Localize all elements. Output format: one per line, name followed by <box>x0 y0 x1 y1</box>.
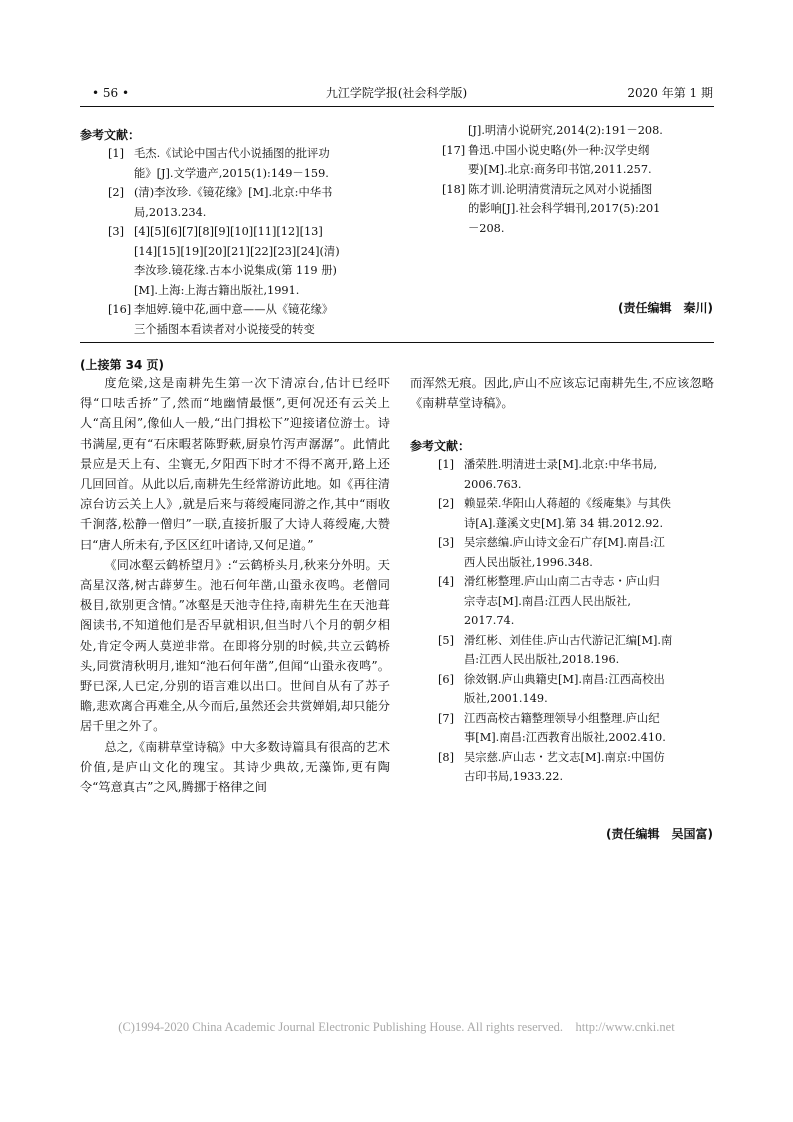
reference-text-continued: 版社,2001.149. <box>464 692 548 705</box>
reference-number: [3] <box>438 536 455 549</box>
reference-text: 鲁迅.中国小说史略(外一种:汉学史纲 <box>468 143 650 157</box>
reference-item <box>108 300 398 339</box>
paragraph: 度危梁,这是南耕先生第一次下清凉台,估计已经吓得“口呿舌挢”了,然而“地幽情最惬”,更何况还有云关上人“高且闲”,像仙人一般,“出门揖松下”迎接诸位游士。诗书满屋,更有“石床暇茗陈野蔌,厨泉竹泻声潺潺”。此情此景应是天上有、尘寰无,夕阳西下时才不得不离开,路上还几回回首。从此以后,南耕先生经常游访此地。如《再往清凉台访云关上人》,就是后来与蒋绶庵同游之作,其中“雨收千涧落,松静一僧归”一联,直接折服了大诗人蒋绶庵,大赞曰“唐人所未有,予区区红叶诸诗,又何足道。” <box>80 376 390 552</box>
reference-text-continued: 昌:江西人民出版社,2018.196. <box>464 653 620 666</box>
reference-text: 潘荣胜.明清进士录[M].北京:中华书局, <box>464 458 658 471</box>
refs-heading-bottom: 参考文献： <box>410 439 471 453</box>
reference-text: 滑红彬整理.庐山山南二古寺志・庐山归 <box>464 575 660 588</box>
reference-number: [2] <box>438 497 455 510</box>
reference-item <box>108 183 398 222</box>
top-right-ref-list <box>442 141 722 239</box>
paragraph: 《同冰壑云鹤桥望月》:“云鹤桥头月,秋来分外明。天高星汉落,树古薜萝生。池石何年凿,山蛩永夜鸣。老僧同极目,欲别更含情。”冰壑是天池寺住持,南耕先生在天池葺阁读书,不知道他们是否早就相识,但当时八个月的朝夕相处,肯定令两人莫逆非常。在即将分别的时候,共立云鹤桥头,同赏清秋明月,谁知“池石何年凿”,但闻“山蛩永夜鸣”。野已深,人已定,分别的语言难以出口。世间自从有了苏子瞻,悲欢离合再难全,从今而后,虽然还会共赏婵娟,却只能分居千里之外了。 <box>80 557 390 734</box>
top-right-refs <box>442 121 722 238</box>
header-rule <box>80 106 714 107</box>
editor-credit-bottom: (责任编辑 吴国富) <box>606 827 713 841</box>
reference-number: [16] <box>108 303 132 316</box>
reference-text: 吴宗慈编.庐山诗文金石广存[M].南昌:江 <box>464 536 665 549</box>
reference-number: [1] <box>108 147 125 160</box>
ref-continuation: [J].明清小说研究,2014(2):191－208. <box>468 124 663 137</box>
reference-text: 滑红彬、刘佳佳.庐山古代游记汇编[M].南 <box>464 633 673 647</box>
reference-number: [1] <box>438 458 455 471</box>
reference-text-continued: 李汝珍.镜花缘.古本小说集成(第 119 册) <box>134 264 337 277</box>
reference-item <box>438 533 718 572</box>
reference-number: [2] <box>108 186 125 199</box>
reference-number: [3] <box>108 225 125 238</box>
reference-item <box>438 670 718 709</box>
reference-item <box>438 494 718 533</box>
reference-text: 陈才训.论明清赏清玩之风对小说插图 <box>468 182 653 196</box>
reference-number: [7] <box>438 711 455 725</box>
body-right-column <box>410 373 714 413</box>
reference-text: 徐效钢.庐山典籍史[M].南昌:江西高校出 <box>464 672 665 686</box>
body-left-column <box>80 373 390 797</box>
reference-text: 赖显荣.华阳山人蒋超的《绥庵集》与其佚 <box>464 497 671 510</box>
reference-text: (清)李汝珍.《镜花缘》[M].北京:中华书 <box>134 186 333 199</box>
reference-text-continued: 局,2013.234. <box>134 205 207 219</box>
reference-number: [18] <box>442 182 466 196</box>
reference-item <box>442 141 722 180</box>
paragraph: 而浑然无痕。因此,庐山不应该忘记南耕先生,不应该忽略《南耕草堂诗稿》。 <box>410 376 714 411</box>
journal-title: 九江学院学报(社会科学版) <box>325 86 468 100</box>
reference-text-continued: 的影响[J].社会科学辑刊,2017(5):201 <box>468 202 661 215</box>
reference-number: [6] <box>438 672 455 686</box>
reference-text: 毛杰.《试论中国古代小说插图的批评功 <box>134 147 330 160</box>
reference-item <box>438 709 718 748</box>
reference-item <box>108 222 398 300</box>
reference-text-continued: －208. <box>468 221 505 235</box>
reference-text-continued: 三个插图本看读者对小说接受的转变 <box>134 322 315 336</box>
reference-text-continued: 西人民出版社,1996.348. <box>464 555 593 569</box>
paragraph: 总之,《南耕草堂诗稿》中大多数诗篇具有很高的艺术价值,是庐山文化的瑰宝。其诗少典故,无藻饰,更有陶令“笃意真古”之风,腾挪于格律之间 <box>80 739 390 795</box>
reference-number: [17] <box>442 143 466 157</box>
editor-credit-top: (责任编辑 秦川) <box>618 301 713 315</box>
reference-item <box>438 572 718 631</box>
reference-text-continued: 2017.74. <box>464 614 515 627</box>
bottom-refs <box>438 455 718 787</box>
reference-number: [4] <box>438 575 455 588</box>
reference-text-continued: 事[M].南昌:江西教育出版社,2002.410. <box>464 731 666 744</box>
reference-text-continued: 宗寺志[M].南昌:江西人民出版社, <box>464 594 631 608</box>
reference-text-continued: 2006.763. <box>464 477 522 491</box>
reference-number: [5] <box>438 633 455 647</box>
copyright-footer: (C)1994-2020 China Academic Journal Electronic Publishing House. All rights reserved. http://www.cnki.net <box>118 1020 675 1034</box>
reference-number: [8] <box>438 750 455 764</box>
reference-text-continued: 诗[A].蓬溪文史[M].第 34 辑.2012.92. <box>464 516 664 530</box>
top-left-refs <box>108 144 398 339</box>
continued-from-note: (上接第 34 页) <box>80 358 165 372</box>
reference-text: 李旭婷.镜中花,画中意——从《镜花缘》 <box>134 303 334 316</box>
reference-item <box>438 748 718 787</box>
reference-item <box>108 144 398 183</box>
reference-text: 江西高校古籍整理领导小组整理.庐山纪 <box>464 711 660 725</box>
reference-text-continued: 能》[J].文学遗产,2015(1):149－159. <box>134 166 329 180</box>
reference-text-continued: [M].上海:上海古籍出版社,1991. <box>134 283 300 297</box>
reference-text: 吴宗慈.庐山志・艺文志[M].南京:中国仿 <box>464 750 665 764</box>
reference-text: [4][5][6][7][8][9][10][11][12][13] <box>134 225 323 238</box>
reference-item <box>438 631 718 670</box>
issue-label: 2020 年第 1 期 <box>627 86 713 100</box>
section-rule <box>80 342 714 343</box>
reference-text-continued: [14][15][19][20][21][22][23][24](清) <box>134 244 340 258</box>
reference-item <box>442 180 722 239</box>
reference-item <box>438 455 718 494</box>
refs-heading-top: 参考文献： <box>80 128 141 142</box>
reference-text-continued: 要)[M].北京:商务印书馆,2011.257. <box>468 163 652 176</box>
page-number: • 56 • <box>92 86 130 100</box>
reference-text-continued: 古印书局,1933.22. <box>464 770 564 783</box>
